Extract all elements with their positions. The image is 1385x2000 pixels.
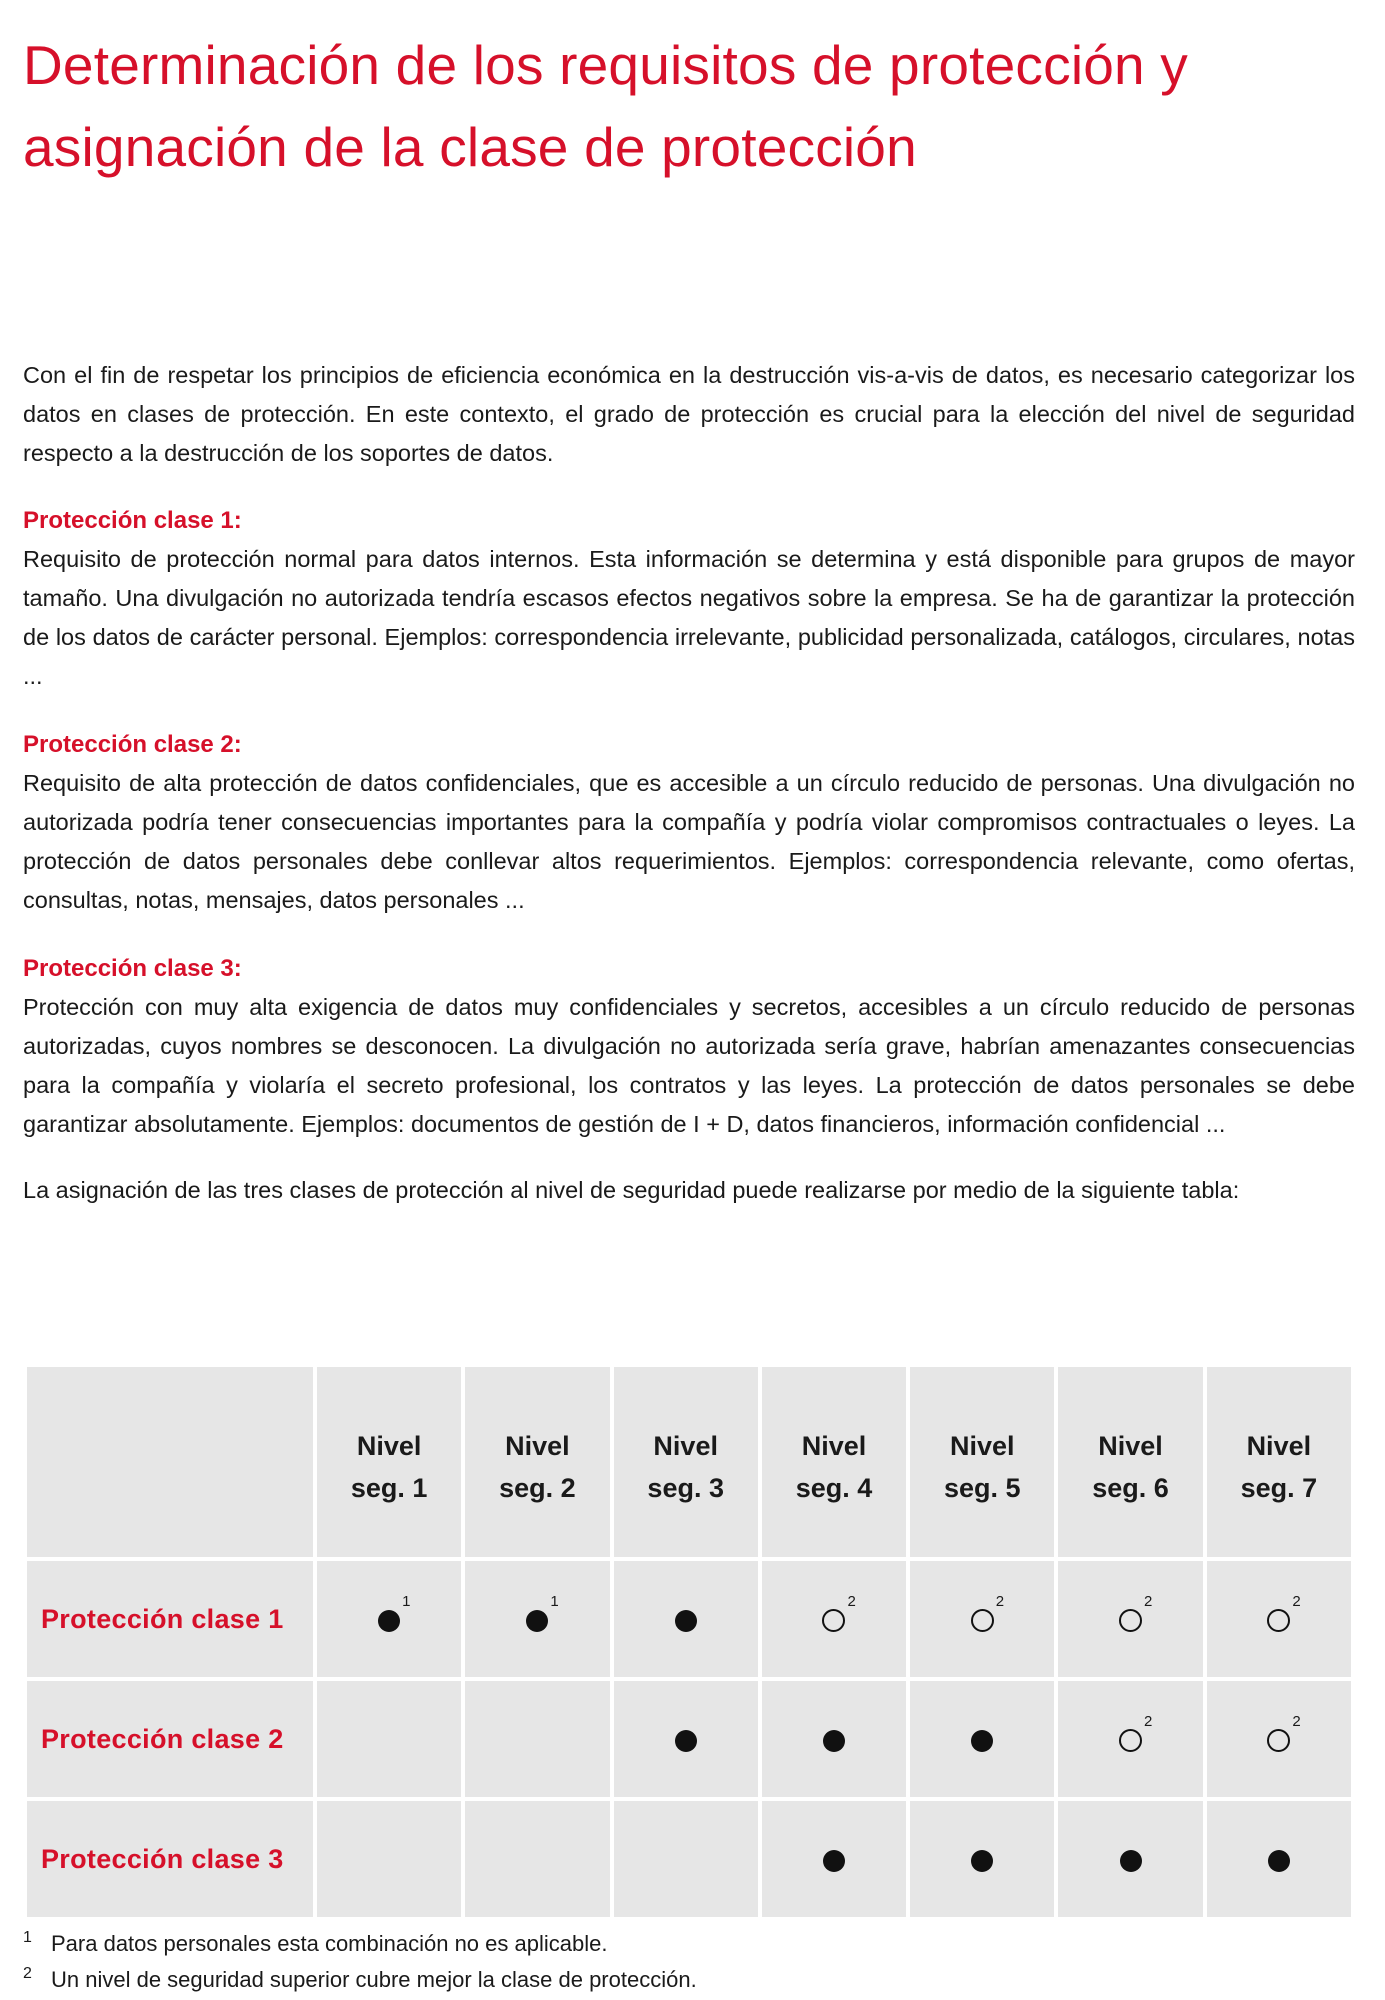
filled-circle-icon — [823, 1846, 845, 1872]
table-cell — [908, 1799, 1056, 1919]
table-cell — [463, 1679, 611, 1799]
table-cell — [612, 1679, 760, 1799]
assignment-text: La asignación de las tres clases de protección al nivel de seguridad puede realizarse por medio de la siguiente tabla: — [23, 1177, 1240, 1203]
footnotes — [23, 1926, 1355, 1998]
table-cell — [612, 1559, 760, 1679]
table-cell — [908, 1559, 1056, 1679]
section-text: Requisito de protección normal para datos internos. Esta información se determina y está disponible para grupos de mayor tamaño. Una divulgación no autorizada tendría escasos efectos negativos sobre la empresa. Se ha de garantizar la protección de los datos de carácter personal. Ejemplos: correspondencia irrelevante, publicidad personalizada, catálogos, circulares, notas ... — [23, 546, 1355, 689]
page-title: Determinación de los requisitos de protección y asignación de la clase de protección — [23, 34, 1188, 178]
open-circle-icon — [1119, 1592, 1153, 1633]
footnote-ref: 1 — [402, 1592, 411, 1610]
column-header: Nivel seg. 4 — [760, 1365, 908, 1559]
table-cell — [760, 1559, 908, 1679]
table-row — [25, 1799, 1353, 1919]
section-heading: Protección clase 1: — [23, 507, 242, 534]
corner-cell — [25, 1365, 315, 1559]
filled-circle-icon — [823, 1726, 845, 1752]
column-header: Nivel seg. 3 — [612, 1365, 760, 1559]
section-protection-class-2 — [23, 725, 1355, 920]
filled-circle-icon — [378, 1592, 411, 1632]
footnote-ref: 2 — [847, 1592, 856, 1610]
column-header: Nivel seg. 1 — [315, 1365, 463, 1559]
table-cell — [1205, 1679, 1353, 1799]
table-header-row — [25, 1365, 1353, 1559]
table-cell — [1056, 1799, 1204, 1919]
open-circle-icon — [1267, 1712, 1301, 1753]
column-header: Nivel seg. 7 — [1205, 1365, 1353, 1559]
filled-circle-icon — [675, 1606, 697, 1632]
row-label: Protección clase 2 — [25, 1679, 315, 1799]
table-cell — [463, 1799, 611, 1919]
table-cell — [315, 1799, 463, 1919]
footnote-ref: 2 — [995, 1592, 1005, 1610]
column-header: Nivel seg. 5 — [908, 1365, 1056, 1559]
table-cell — [1205, 1799, 1353, 1919]
open-circle-icon — [1267, 1592, 1301, 1633]
filled-circle-icon — [526, 1592, 559, 1632]
filled-circle-icon — [1120, 1846, 1142, 1872]
row-label: Protección clase 3 — [25, 1799, 315, 1919]
table-cell — [1056, 1679, 1204, 1799]
footnote-number: 2 — [23, 1965, 32, 1982]
footnote — [23, 1926, 1355, 1962]
filled-circle-icon — [1268, 1846, 1290, 1872]
footnote-ref: 2 — [1144, 1712, 1153, 1730]
intro-paragraph: Con el fin de respetar los principios de eficiencia económica en la destrucción vis-a-vis de datos, es necesario categorizar los datos en clases de protección. En este contexto, el grado de protección es crucial para la elección del nivel de seguridad respecto a la destrucción de los soportes de datos. — [23, 362, 1355, 466]
table-row — [25, 1559, 1353, 1679]
table-cell — [1056, 1559, 1204, 1679]
filled-circle-icon — [675, 1726, 697, 1752]
footnote-ref: 2 — [1292, 1592, 1301, 1610]
document-page — [23, 0, 1355, 1992]
section-heading: Protección clase 2: — [23, 731, 242, 758]
footnote-ref: 2 — [1144, 1592, 1153, 1610]
section-text: Requisito de alta protección de datos confidenciales, que es accesible a un círculo reducido de personas. Una divulgación no autorizada podría tener consecuencias importantes para la compañía y podría violar compromisos contractuales o leyes. La protección de datos personales debe conllevar altos requerimientos. Ejemplos: correspondencia relevante, como ofertas, consultas, notas, mensajes, datos personales ... — [23, 770, 1355, 913]
table-cell — [463, 1559, 611, 1679]
footnote-ref: 2 — [1292, 1712, 1301, 1730]
table-row — [25, 1679, 1353, 1799]
section-protection-class-3 — [23, 949, 1355, 1144]
open-circle-icon — [822, 1592, 856, 1633]
section-protection-class-1 — [23, 501, 1355, 696]
row-label: Protección clase 1 — [25, 1559, 315, 1679]
table-cell — [908, 1679, 1056, 1799]
footnote — [23, 1962, 1355, 1998]
table-cell — [315, 1559, 463, 1679]
column-header: Nivel seg. 6 — [1056, 1365, 1204, 1559]
section-heading: Protección clase 3: — [23, 955, 242, 982]
open-circle-icon — [971, 1592, 1005, 1633]
table-cell — [612, 1799, 760, 1919]
section-text: Protección con muy alta exigencia de datos muy confidenciales y secretos, accesibles a un círculo reducido de personas autorizadas, cuyos nombres se desconocen. La divulgación no autorizada sería grave, habrían amenazantes consecuencias para la compañía y violaría el secreto profesional, los contratos y las leyes. La protección de datos personales se debe garantizar absolutamente. Ejemplos: documentos de gestión de I + D, datos financieros, información confidencial ... — [23, 994, 1355, 1137]
table-cell — [1205, 1559, 1353, 1679]
table-cell — [760, 1799, 908, 1919]
table-cell — [315, 1679, 463, 1799]
filled-circle-icon — [971, 1846, 993, 1872]
security-level-table — [23, 1363, 1355, 1921]
column-header: Nivel seg. 2 — [463, 1365, 611, 1559]
table-cell — [760, 1679, 908, 1799]
footnote-text: Para datos personales esta combinación no es aplicable. — [51, 1931, 608, 1956]
footnote-ref: 1 — [550, 1592, 559, 1610]
footnote-text: Un nivel de seguridad superior cubre mejor la clase de protección. — [51, 1967, 697, 1992]
footnote-number: 1 — [23, 1929, 32, 1946]
filled-circle-icon — [971, 1726, 993, 1752]
open-circle-icon — [1119, 1712, 1153, 1753]
